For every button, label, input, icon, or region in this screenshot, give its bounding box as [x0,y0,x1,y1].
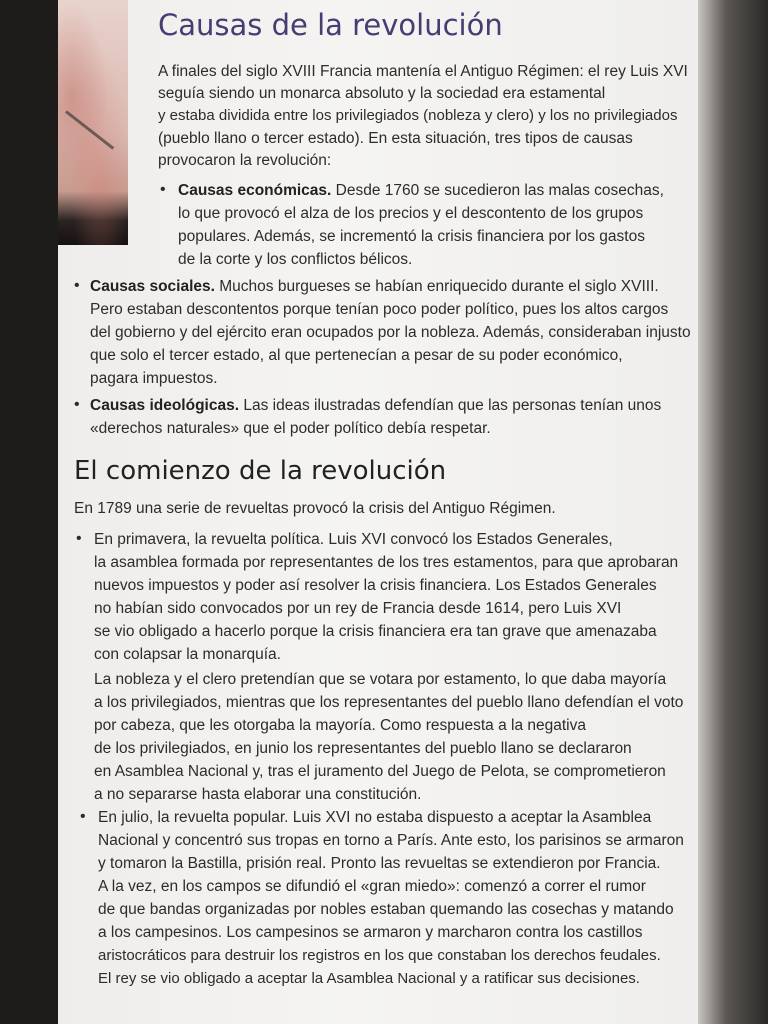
intro-line: A finales del siglo XVIII Francia mantenía el Antiguo Régimen: el rey Luis XVI [158,63,688,80]
bullet-dot: • [80,808,86,825]
bullet-economic-text: Desde 1760 se sucedieron las malas cosechas, [335,182,664,199]
bullet-july-line: A la vez, en los campos se difundió el «gran miedo»: comenzó a correr el rumor [98,878,646,895]
bullet-social-label: Causas sociales. [90,278,215,295]
bullet-dot: • [74,396,80,413]
bullet-july-line: El rey se vio obligado a aceptar la Asamblea Nacional y a ratificar sus decisiones. [98,970,640,987]
bullet-ideological-line1 [90,396,661,416]
bullet-ideological-text: Las ideas ilustradas defendían que las personas tenían unos [243,397,662,414]
paragraph-line: La nobleza y el clero pretendían que se votara por estamento, lo que daba mayoría [94,671,667,688]
bullet-july-line: aristocráticos para destruir los registros en los que constaban los derechos feudales. [98,947,661,964]
bullet-spring-line: no habían sido convocados por un rey de Francia desde 1614, pero Luis XVI [94,600,622,617]
bullet-ideological-line: «derechos naturales» que el poder político debía respetar. [90,420,491,437]
intro-line: seguía siendo un monarca absoluto y la sociedad era estamental [158,85,606,102]
flag-pole-decoration [65,110,114,149]
paragraph-line: a no separarse hasta elaborar una constitución. [94,786,422,803]
bullet-economic-line: populares. Además, se incrementó la crisis financiera por los gastos [178,228,645,245]
bullet-spring-line: En primavera, la revuelta política. Luis XVI convocó los Estados Generales, [94,531,613,548]
section-title-causes: Causas de la revolución [158,8,503,42]
paragraph-line: a los privilegiados, mientras que los representantes del pueblo llano defendían el voto [94,694,684,711]
bullet-economic-line1 [178,181,664,201]
bullet-ideological-label: Causas ideológicas. [90,397,240,414]
bullet-spring-line: se vio obligado a hacerlo porque la crisis financiera era tan grave que amenazaba [94,623,657,640]
section2-intro: En 1789 una serie de revueltas provocó la crisis del Antiguo Régimen. [74,500,556,517]
bullet-social-line: que solo el tercer estado, al que pertenecían a pesar de su poder económico, [90,347,623,364]
bullet-economic-label: Causas económicas. [178,182,332,199]
bullet-social-line: Pero estaban descontentos porque tenían poco poder político, pues los altos cargos [90,301,669,318]
bullet-social-line: pagara impuestos. [90,370,218,387]
intro-line: y estaba dividida entre los privilegiados (nobleza y clero) y los no privilegiados [158,107,678,124]
bullet-july-line: y tomaron la Bastilla, prisión real. Pronto las revueltas se extendieron por Francia. [98,855,661,872]
section-title-beginning: El comienzo de la revolución [74,456,447,486]
bullet-july-line: a los campesinos. Los campesinos se armaron y marcharon contra los castillos [98,924,643,941]
bullet-july-line: de que bandas organizadas por nobles estaban quemando las cosechas y matando [98,901,674,918]
intro-line: (pueblo llano o tercer estado). En esta situación, tres tipos de causas [158,130,633,147]
bullet-july-line: En julio, la revuelta popular. Luis XVI no estaba dispuesto a aceptar la Asamblea [98,809,652,826]
bullet-economic-line: lo que provocó el alza de los precios y el descontento de los grupos [178,205,644,222]
paragraph-line: de los privilegiados, en junio los representantes del pueblo llano se declararon [94,740,632,757]
bullet-dot: • [160,181,166,198]
intro-line: provocaron la revolución: [158,152,332,169]
bullet-july-line: Nacional y concentró sus tropas en torno a París. Ante esto, los parisinos se armaron [98,832,684,849]
page-edge-shadow [698,0,768,1024]
illustration-fragment [58,0,128,245]
bullet-spring-line: con colapsar la monarquía. [94,646,281,663]
bullet-social-text: Muchos burgueses se habían enriquecido durante el siglo XVIII. [219,278,659,295]
paragraph-line: por cabeza, que les otorgaba la mayoría. Como respuesta a la negativa [94,717,586,734]
bullet-social-line: del gobierno y del ejército eran ocupados por la nobleza. Además, consideraban injusto [90,324,691,341]
bullet-dot: • [74,277,80,294]
bullet-economic-line: de la corte y los conflictos bélicos. [178,251,413,268]
bullet-dot: • [76,530,82,547]
bullet-social-line1 [90,277,659,297]
bullet-spring-line: nuevos impuestos y poder así resolver la crisis financiera. Los Estados Generales [94,577,657,594]
bullet-spring-line: la asamblea formada por representantes de los tres estamentos, para que aprobaran [94,554,679,571]
paragraph-line: en Asamblea Nacional y, tras el juramento del Juego de Pelota, se comprometieron [94,763,666,780]
